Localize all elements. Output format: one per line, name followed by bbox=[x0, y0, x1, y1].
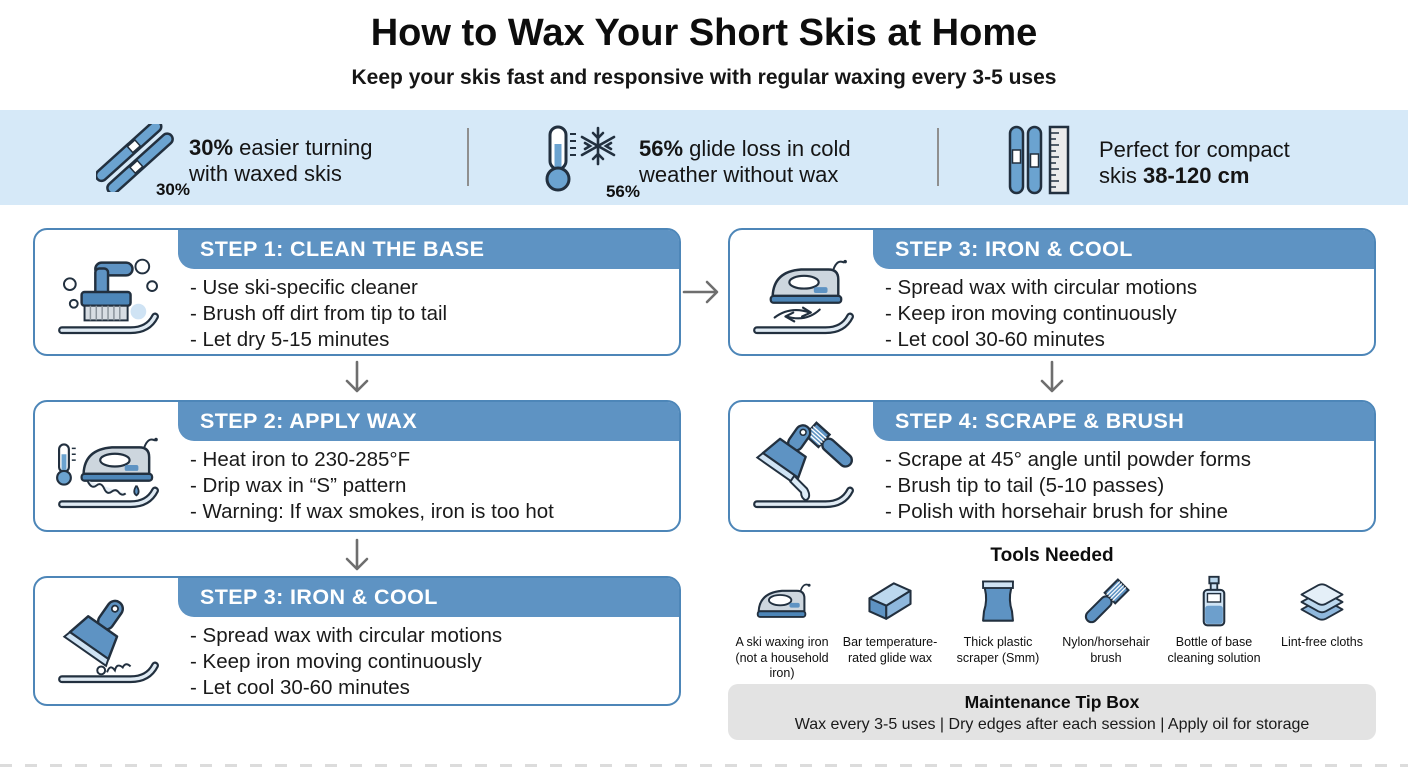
cleaning-bottle-icon bbox=[1182, 570, 1246, 630]
step-line: - Scrape at 45° angle until powder forms bbox=[885, 448, 1251, 471]
stat-easier-turning bbox=[96, 124, 407, 197]
step-box-3-left bbox=[33, 576, 681, 706]
brush-clean-icon bbox=[45, 230, 175, 354]
maintenance-tip-box bbox=[728, 684, 1376, 740]
step-line: - Let dry 5-15 minutes bbox=[190, 328, 390, 351]
tip-text: Wax every 3-5 uses | Dry edges after each session | Apply oil for storage bbox=[794, 716, 1310, 733]
page-subtitle: Keep your skis fast and responsive with regular waxing every 3-5 uses bbox=[351, 66, 1057, 89]
step-line: - Spread wax with circular motions bbox=[190, 624, 503, 647]
step-box-3-right bbox=[728, 228, 1376, 356]
stat-badge: 30% bbox=[155, 180, 190, 199]
nylon-brush-icon bbox=[1074, 570, 1138, 630]
step-box-1 bbox=[33, 228, 681, 356]
step-body bbox=[190, 623, 667, 701]
step-box-2 bbox=[33, 400, 681, 532]
step-box-4 bbox=[728, 400, 1376, 532]
page-title: How to Wax Your Short Skis at Home bbox=[370, 12, 1038, 54]
tool-label: Nylon/horsehair brush bbox=[1062, 635, 1150, 665]
tip-title: Maintenance Tip Box bbox=[964, 692, 1140, 712]
crossed-skis-icon bbox=[96, 124, 190, 199]
tool-item bbox=[1160, 570, 1268, 682]
stat-text: Perfect for compact skis 38-120 cm bbox=[1099, 136, 1290, 188]
step-header: STEP 3: IRON & COOL bbox=[873, 230, 1374, 269]
tool-item bbox=[1268, 570, 1376, 682]
skis-ruler-icon bbox=[1004, 124, 1084, 201]
step-line: - Polish with horsehair brush for shine bbox=[885, 500, 1228, 523]
step-line: - Keep iron moving continuously bbox=[190, 650, 482, 673]
tool-label: Bar temperature-rated glide wax bbox=[842, 635, 938, 665]
bottom-artifact-strip bbox=[0, 764, 1408, 767]
stat-glide-loss bbox=[538, 124, 889, 199]
stats-divider bbox=[937, 128, 939, 186]
arrow-down-icon bbox=[1037, 360, 1067, 401]
step-line: - Spread wax with circular motions bbox=[885, 276, 1198, 299]
step-body bbox=[885, 447, 1362, 525]
arrow-down-icon bbox=[342, 360, 372, 401]
step-body bbox=[190, 275, 667, 353]
step-line: - Heat iron to 230-285°F bbox=[190, 448, 411, 471]
thermometer-snowflake-icon bbox=[538, 124, 640, 201]
waxing-iron-icon bbox=[750, 570, 814, 630]
tool-item bbox=[836, 570, 944, 682]
step-header: STEP 2: APPLY WAX bbox=[178, 402, 679, 441]
arrow-down-icon bbox=[342, 538, 372, 579]
step-line: - Keep iron moving continuously bbox=[885, 302, 1177, 325]
step-line: - Warning: If wax smokes, iron is too hot bbox=[190, 500, 554, 523]
step-line: - Drip wax in “S” pattern bbox=[190, 474, 407, 497]
scraper-brush-icon bbox=[740, 402, 870, 530]
step-body bbox=[885, 275, 1362, 353]
step-header: STEP 4: SCRAPE & BRUSH bbox=[873, 402, 1374, 441]
stats-band bbox=[0, 110, 1408, 205]
stat-compact-skis bbox=[1004, 124, 1304, 201]
tool-item bbox=[728, 570, 836, 682]
stat-badge: 56% bbox=[605, 182, 640, 201]
tool-item bbox=[944, 570, 1052, 682]
step-line: - Use ski-specific cleaner bbox=[190, 276, 418, 299]
step-body bbox=[190, 447, 667, 525]
tool-label: A ski waxing iron (not a household iron) bbox=[735, 635, 829, 680]
step-line: - Brush off dirt from tip to tail bbox=[190, 302, 448, 325]
tools-title: Tools Needed bbox=[990, 545, 1114, 566]
iron-drip-icon bbox=[45, 402, 175, 530]
step-line: - Brush tip to tail (5-10 passes) bbox=[885, 474, 1165, 497]
stats-divider bbox=[467, 128, 469, 186]
step-line: - Let cool 30-60 minutes bbox=[885, 328, 1105, 351]
step-header: STEP 3: IRON & COOL bbox=[178, 578, 679, 617]
tool-label: Thick plastic scraper (Smm) bbox=[956, 635, 1040, 665]
wax-bar-icon bbox=[858, 570, 922, 630]
scraper-ski-icon bbox=[45, 578, 175, 704]
tool-item bbox=[1052, 570, 1160, 682]
lint-cloths-icon bbox=[1290, 570, 1354, 630]
stat-text: 56% glide loss in cold weather without wax bbox=[639, 135, 851, 187]
iron-circular-icon bbox=[740, 230, 870, 354]
tools-row bbox=[728, 570, 1376, 682]
step-header: STEP 1: CLEAN THE BASE bbox=[178, 230, 679, 269]
step-line: - Let cool 30-60 minutes bbox=[190, 676, 410, 699]
tool-label: Lint-free cloths bbox=[1281, 635, 1363, 649]
tool-label: Bottle of base cleaning solution bbox=[1167, 635, 1261, 665]
arrow-right-icon bbox=[682, 277, 722, 312]
stat-text: 30% easier turning with waxed skis bbox=[189, 134, 373, 186]
plastic-scraper-icon bbox=[966, 570, 1030, 630]
